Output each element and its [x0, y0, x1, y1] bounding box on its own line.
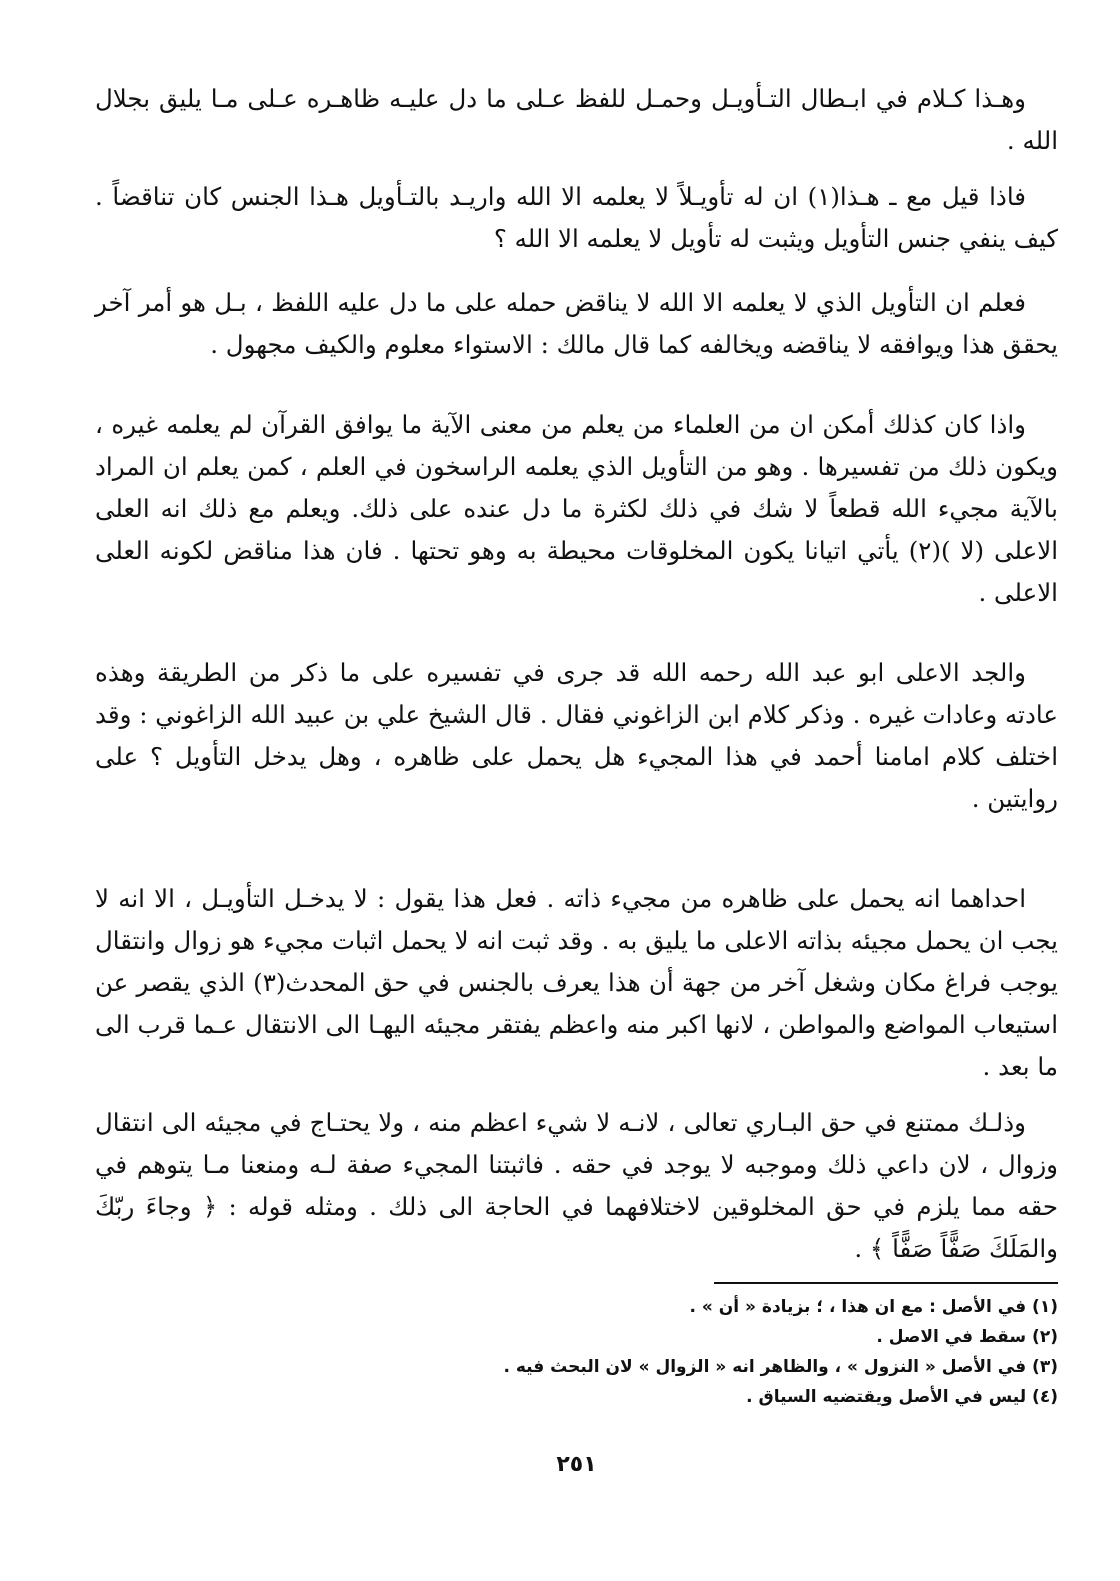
footnote-4: (٤) ليس في الأصل ويقتضيه السياق . — [746, 1387, 1058, 1407]
footnotes — [95, 1292, 1058, 1412]
paragraph-5: والجد الاعلى ابو عبد الله رحمه الله قد جرى في تفسيره على ما ذكر من الطريقة وهذه عادته وعادات غيره . وذكر كلام ابن الزاغوني فقال . قال الشيخ علي بن عبيد الله الزاغوني : وقد اختلف كلام امامنا أحمد في هذا المجيء هل يحمل على ظاهره ، وهل يدخل التأويل ؟ على روايتين . — [95, 658, 1058, 813]
paragraph-3: فعلم ان التأويل الذي لا يعلمه الا الله لا يناقض حمله على ما دل عليه اللفظ ، بـل هو أمر آخر يحقق هذا ويوافقه لا يناقضه ويخالفه كما قال مالك : الاستواء معلوم والكيف مجهول . — [95, 288, 1058, 359]
footnote-2: (٢) سقط في الاصل . — [876, 1327, 1058, 1347]
paragraph-7: وذلـك ممتنع في حق البـاري تعالى ، لانـه لا شيء اعظم منه ، ولا يحتـاج في مجيئه الى انتقال وزوال ، لان داعي ذلك وموجبه لا يوجد في حقه . فاثبتنا المجيء صفة لـه ومنعنا مـا يتوهم في حقه مما يلزم في حق المخلوقين لاختلافهما في الحاجة الى ذلك . ومثله قوله : ﴿ وجاءَ ربّكَ والمَلَكَ صَفًّاً صَفًّاً ﴾ . — [95, 1108, 1058, 1263]
footnote-3: (٣) في الأصل « النزول » ، والظاهر انه « الزوال » لان البحث فيه . — [503, 1357, 1058, 1377]
paragraph-4: واذا كان كذلك أمكن ان من العلماء من يعلم من معنى الآية ما يوافق القرآن لم يعلمه غيره ، ويكون ذلك من تفسيرها . وهو من التأويل الذي يعلمه الراسخون في العلم ، كمن يعلم ان المراد بالآية مجيء الله قطعاً لا شك في ذلك لكثرة ما دل عنده على ذلك. ويعلم مع ذلك انه العلى الاعلى (لا )(٢) يأتي اتيانا يكون المخلوقات محيطة به وهو تحتها . فان هذا مناقض لكونه العلى الاعلى . — [95, 410, 1059, 607]
paragraph-1: وهـذا كـلام في ابـطال التـأويـل وحمـل للفظ عـلى ما دل عليـه ظاهـره عـلى مـا يليق بجلال الله . — [95, 84, 1058, 155]
page-number: ٢٥١ — [556, 1452, 597, 1477]
footnote-1: (١) في الأصل : مع ان هذا ، ؛ بزيادة « أن » . — [689, 1297, 1058, 1317]
paragraph-6: احداهما انه يحمل على ظاهره من مجيء ذاته . فعل هذا يقول : لا يدخـل التأويـل ، الا انه لا يجب ان يحمل مجيئه بذاته الاعلى ما يليق به . وقد ثبت انه لا يحمل اثبات مجيء هو زوال وانتقال يوجب فراغ مكان وشغل آخر من جهة أن هذا يعرف بالجنس في حق المحدث(٣) الذي يقصر عن استيعاب المواضع والمواطن ، لانها اكبر منه واعظم يفتقر مجيئه اليهـا الى الانتقال عـما قرب الى ما بعد . — [95, 884, 1058, 1081]
paragraph-2: فاذا قيل مع ـ هـذا(١) ان له تأويـلاً لا يعلمه الا الله واريـد بالتـأويل هـذا الجنس كان تناقضاً . كيف ينفي جنس التأويل ويثبت له تأويل لا يعلمه الا الله ؟ — [95, 182, 1058, 253]
page-body — [95, 78, 1058, 1581]
footnote-separator — [714, 1282, 1058, 1284]
